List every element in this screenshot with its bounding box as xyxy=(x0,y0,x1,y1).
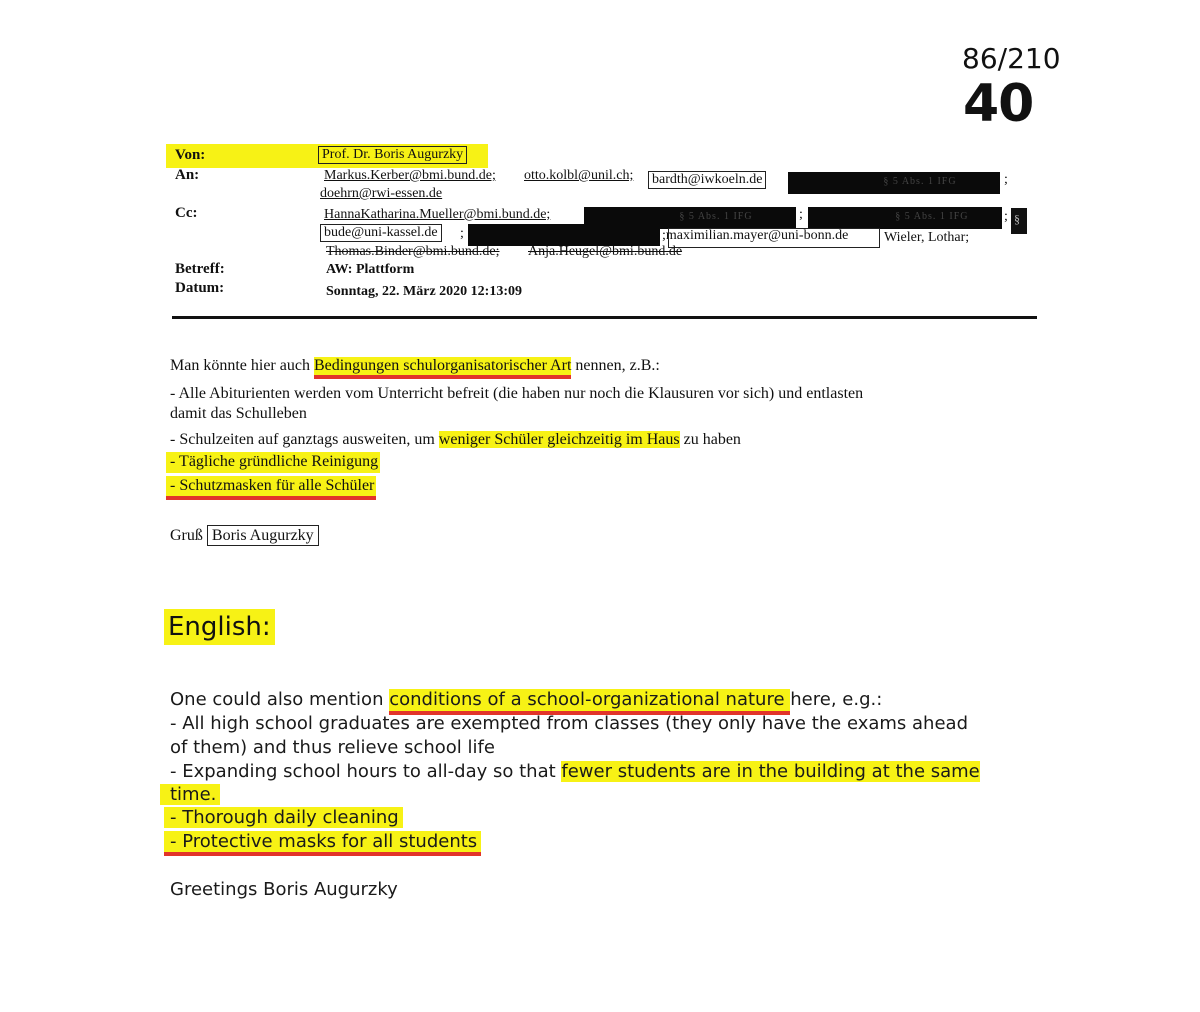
to-address-3: bardth@iwkoeln.de xyxy=(648,171,766,189)
english-line-7: - Protective masks for all students xyxy=(164,831,481,856)
page-counter: 86/210 xyxy=(962,42,1061,75)
redaction-mark: § xyxy=(1014,212,1020,226)
page-number: 40 xyxy=(963,74,1034,134)
text: zu haben xyxy=(679,431,741,448)
german-line-1 xyxy=(170,357,660,375)
text: - Schulzeiten auf ganztags ausweiten, um xyxy=(170,431,439,448)
german-line-6: - Schutzmasken für alle Schüler xyxy=(166,476,376,500)
redaction-reference: § 5 Abs. 1 IFG xyxy=(895,211,969,222)
text: One could also mention xyxy=(170,689,390,710)
date-value: Sonntag, 22. März 2020 12:13:09 xyxy=(326,284,522,299)
greeting-word: Gruß xyxy=(170,527,203,544)
cc-label: Cc: xyxy=(175,205,198,221)
greeting-signature: Boris Augurzky xyxy=(207,525,319,546)
text: here, e.g.: xyxy=(790,689,883,710)
redaction-block xyxy=(808,207,1002,229)
german-line-4 xyxy=(170,431,741,449)
redaction-block xyxy=(1011,208,1027,234)
to-label: An: xyxy=(175,167,200,183)
cc-address-4: Wieler, Lothar; xyxy=(884,230,970,245)
cc-address-2: bude@uni-kassel.de xyxy=(320,224,442,242)
highlighted-phrase: fewer students are in the building at the same xyxy=(561,761,980,782)
english-line-1 xyxy=(170,689,882,710)
redaction-block xyxy=(468,224,660,246)
from-label: Von: xyxy=(175,147,206,163)
cc-address-1: HannaKatharina.Mueller@bmi.bund.de; xyxy=(324,207,551,222)
redaction-block xyxy=(788,172,1000,194)
date-label: Datum: xyxy=(175,280,225,296)
cc-address-3-frame xyxy=(668,228,880,248)
cc-address-3: ;maximilian.mayer@uni-bonn.de xyxy=(662,228,849,243)
header-divider xyxy=(172,316,1037,319)
from-value: Prof. Dr. Boris Augurzky xyxy=(318,146,467,164)
to-separator: ; xyxy=(1004,172,1008,187)
text: Man könnte hier auch xyxy=(170,357,314,374)
english-heading: English: xyxy=(164,609,275,645)
german-line-2: - Alle Abiturienten werden vom Unterricht befreit (die haben nur noch die Klausuren vor sich) und entlasten xyxy=(170,385,864,402)
to-address-2: otto.kolbl@unil.ch; xyxy=(524,168,634,183)
text: - Expanding school hours to all-day so that xyxy=(170,761,562,782)
cc-separator: ; xyxy=(1004,209,1008,224)
english-line-2: - All high school graduates are exempted from classes (they only have the exams ahead xyxy=(170,713,968,734)
cc-address-5: Thomas.Binder@bmi.bund.de; xyxy=(326,244,500,259)
redaction-reference: § 5 Abs. 1 IFG xyxy=(679,211,753,222)
english-line-5: time. xyxy=(160,784,220,805)
highlighted-phrase: Bedingungen schulorganisatorischer Art xyxy=(314,357,571,379)
german-line-5: - Tägliche gründliche Reinigung xyxy=(166,452,380,473)
text: nennen, z.B.: xyxy=(571,357,660,374)
cc-separator: ; xyxy=(799,207,803,222)
redaction-reference: § 5 Abs. 1 IFG xyxy=(883,176,957,187)
subject-value: AW: Plattform xyxy=(326,262,415,277)
english-line-4 xyxy=(170,761,980,782)
cc-separator: ; xyxy=(460,226,464,241)
english-line-6: - Thorough daily cleaning xyxy=(164,807,403,828)
highlighted-phrase: weniger Schüler gleichzeitig im Haus xyxy=(438,431,680,448)
cc-address-6: Anja.Heugel@bmi.bund.de xyxy=(528,244,683,259)
german-line-3: damit das Schulleben xyxy=(170,405,307,422)
english-line-3: of them) and thus relieve school life xyxy=(170,737,495,758)
to-address-1: Markus.Kerber@bmi.bund.de; xyxy=(324,168,496,183)
to-address-4: doehrn@rwi-essen.de xyxy=(320,186,443,201)
highlighted-phrase: conditions of a school-organizational nature xyxy=(389,689,790,715)
subject-label: Betreff: xyxy=(175,261,225,277)
german-greeting xyxy=(170,527,319,545)
english-greeting: Greetings Boris Augurzky xyxy=(170,879,398,900)
